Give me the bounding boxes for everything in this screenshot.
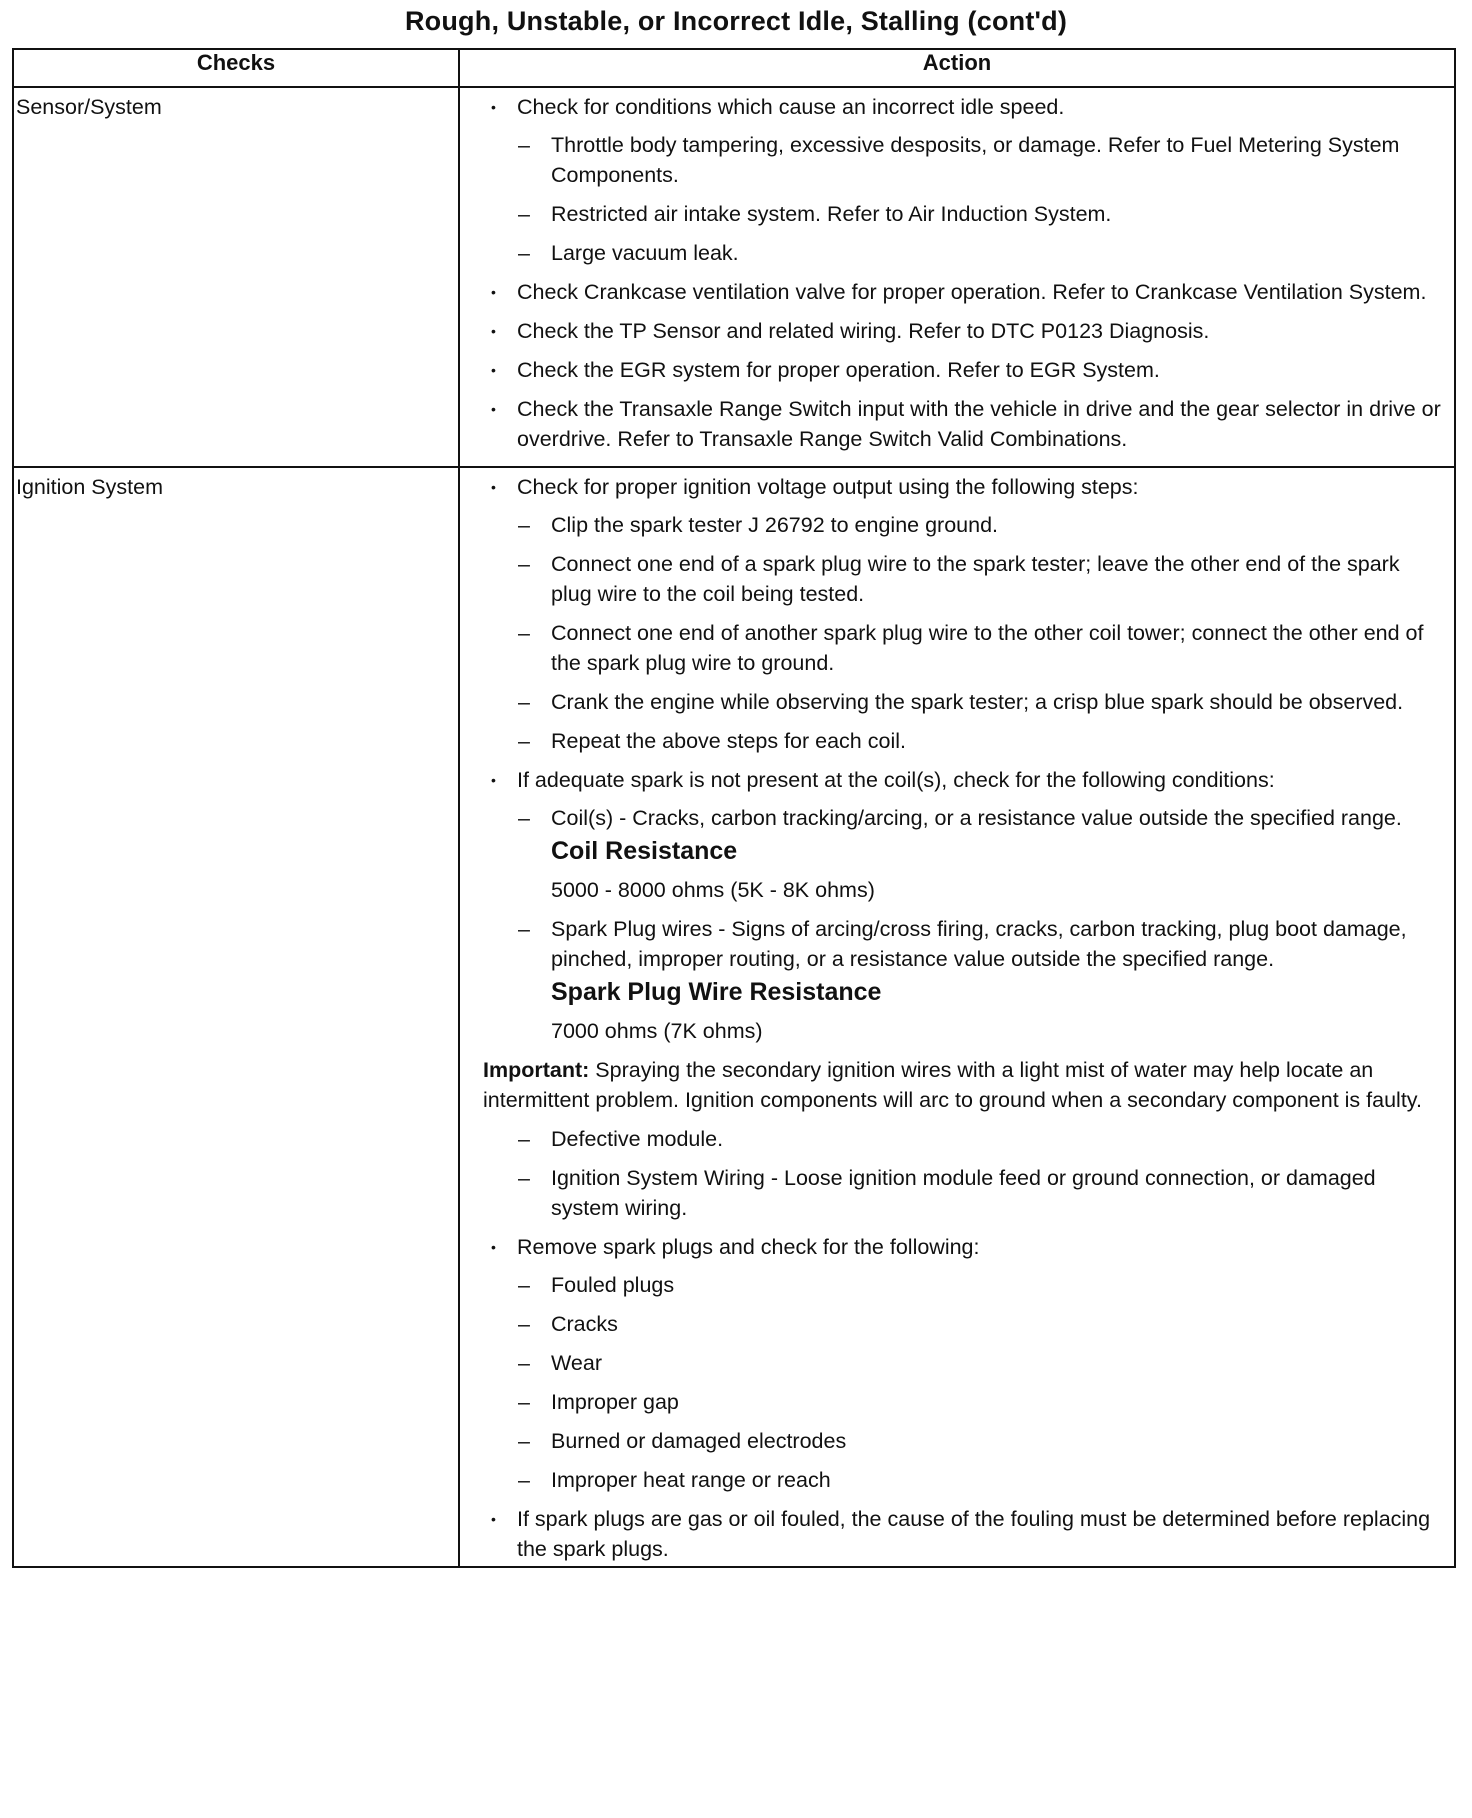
check-cell-sensor-system: Sensor/System bbox=[13, 87, 459, 467]
page-title: Rough, Unstable, or Incorrect Idle, Stalling (cont'd) bbox=[404, 6, 1068, 36]
action-text: • If adequate spark is not present at the coil(s), check for the following conditions: bbox=[517, 768, 1275, 792]
action-item bbox=[517, 1232, 1444, 1495]
coil-condition-text: – Coil(s) - Cracks, carbon tracking/arcing, or a resistance value outside the specified range. bbox=[551, 806, 1402, 830]
coil-resistance-heading: Coil Resistance bbox=[551, 837, 738, 865]
diagnostic-table bbox=[12, 48, 1456, 1568]
table-row-sensor-system bbox=[13, 87, 1455, 467]
table-row-ignition-system bbox=[13, 467, 1455, 1567]
important-note bbox=[483, 1055, 1444, 1115]
sub-step-list bbox=[517, 1124, 1444, 1223]
sub-step: – Connect one end of a spark plug wire to the spark tester; leave the other end of the spark plug wire to the coil being tested. bbox=[551, 549, 1444, 609]
sub-step-list bbox=[517, 803, 1444, 1046]
action-text: • Remove spark plugs and check for the following: bbox=[517, 1235, 980, 1259]
sub-step: – Ignition System Wiring - Loose ignition module feed or ground connection, or damaged system wiring. bbox=[551, 1163, 1444, 1223]
action-item: • Check Crankcase ventilation valve for proper operation. Refer to Crankcase Ventilation System. bbox=[517, 277, 1444, 307]
sub-step: – Repeat the above steps for each coil. bbox=[551, 726, 1444, 756]
sub-step: – Cracks bbox=[551, 1309, 1444, 1339]
action-item: • Check the EGR system for proper operation. Refer to EGR System. bbox=[517, 355, 1444, 385]
action-item bbox=[517, 472, 1444, 756]
action-item bbox=[483, 765, 1444, 1223]
sub-step: – Improper heat range or reach bbox=[551, 1465, 1444, 1495]
checks-column-header: Checks bbox=[13, 49, 459, 87]
wire-resistance-value: 7000 ohms (7K ohms) bbox=[551, 1019, 763, 1043]
sub-step: – Fouled plugs bbox=[551, 1270, 1444, 1300]
sub-step: – Defective module. bbox=[551, 1124, 1444, 1154]
action-cell-sensor-system bbox=[459, 87, 1455, 467]
coil-resistance-value: 5000 - 8000 ohms (5K - 8K ohms) bbox=[551, 878, 875, 902]
sub-step: – Restricted air intake system. Refer to Air Induction System. bbox=[551, 199, 1444, 229]
important-label: Important: bbox=[483, 1058, 590, 1082]
sub-step: – Improper gap bbox=[551, 1387, 1444, 1417]
action-item: • Check the TP Sensor and related wiring. Refer to DTC P0123 Diagnosis. bbox=[517, 316, 1444, 346]
action-item: • If spark plugs are gas or oil fouled, the cause of the fouling must be determined before replacing the spark plugs. bbox=[517, 1504, 1444, 1564]
wire-resistance-heading: Spark Plug Wire Resistance bbox=[551, 978, 882, 1006]
sub-step: – Crank the engine while observing the spark tester; a crisp blue spark should be observed. bbox=[551, 687, 1444, 717]
action-item bbox=[517, 92, 1444, 268]
sub-step: – Burned or damaged electrodes bbox=[551, 1426, 1444, 1456]
sub-step: – Wear bbox=[551, 1348, 1444, 1378]
table-header-row bbox=[13, 49, 1455, 87]
sub-step-coil bbox=[551, 803, 1444, 905]
action-text: • Check for proper ignition voltage output using the following steps: bbox=[517, 475, 1139, 499]
wire-condition-text: – Spark Plug wires - Signs of arcing/cross firing, cracks, carbon tracking, plug boot damage, pinched, improper routing, or a resistance value outside the specified range. bbox=[551, 917, 1407, 971]
action-column-header: Action bbox=[459, 49, 1455, 87]
important-text: Spraying the secondary ignition wires with a light mist of water may help locate an intermittent problem. Ignition components will arc to ground when a secondary component is faulty. bbox=[483, 1058, 1422, 1112]
sub-step-list bbox=[517, 510, 1444, 756]
sub-step: – Clip the spark tester J 26792 to engine ground. bbox=[551, 510, 1444, 540]
action-cell-ignition-system bbox=[459, 467, 1455, 1567]
sub-step: – Large vacuum leak. bbox=[551, 238, 1444, 268]
check-cell-ignition-system: Ignition System bbox=[13, 467, 459, 1567]
sub-step: – Throttle body tampering, excessive desposits, or damage. Refer to Fuel Metering System Components. bbox=[551, 130, 1444, 190]
sub-step: – Connect one end of another spark plug wire to the other coil tower; connect the other end of the spark plug wire to ground. bbox=[551, 618, 1444, 678]
sub-step-spark-plug-wires bbox=[551, 914, 1444, 1046]
action-list bbox=[460, 472, 1444, 1564]
action-item: • Check the Transaxle Range Switch input with the vehicle in drive and the gear selector in drive or overdrive. Refer to Transaxle Range Switch Valid Combinations. bbox=[517, 394, 1444, 454]
sub-step-list bbox=[517, 130, 1444, 268]
action-list bbox=[460, 92, 1444, 454]
action-text: • Check for conditions which cause an incorrect idle speed. bbox=[517, 95, 1065, 119]
sub-step-list bbox=[517, 1270, 1444, 1495]
